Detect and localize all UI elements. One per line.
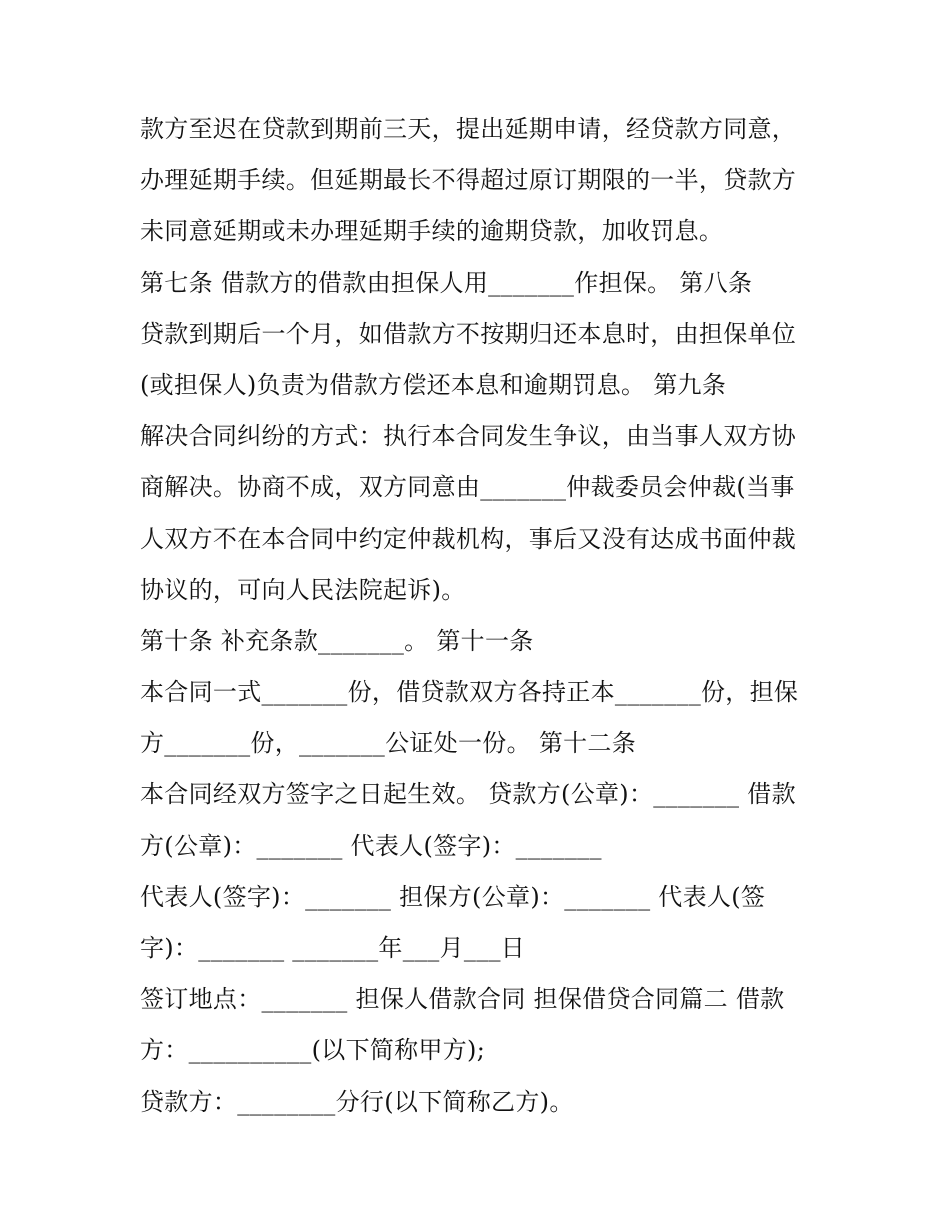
text-line: 方(公章)：_______ 代表人(签字)：_______ <box>140 831 602 860</box>
text-line: 未同意延期或未办理延期手续的逾期贷款，加收罚息。 <box>140 217 724 246</box>
text-line: 贷款方：________分行(以下简称乙方)。 <box>140 1087 574 1116</box>
text-line: 协议的，可向人民法院起诉)。 <box>140 575 466 604</box>
text-line: 方：__________(以下简称甲方); <box>140 1036 486 1065</box>
text-line: 人双方不在本合同中约定仲裁机构，事后又没有达成书面仲裁 <box>140 524 797 553</box>
text-line: 第十条 补充条款_______。 第十一条 <box>140 626 534 655</box>
text-line: 办理延期手续。但延期最长不得超过原订期限的一半，贷款方 <box>140 166 797 195</box>
text-line: 签订地点：_______ 担保人借款合同 担保借贷合同篇二 借款 <box>140 985 785 1014</box>
text-line: 本合同经双方签字之日起生效。 贷款方(公章)：_______ 借款 <box>140 780 796 809</box>
text-line: 贷款到期后一个月，如借款方不按期归还本息时，由担保单位 <box>140 319 797 348</box>
text-line: 代表人(签字)：_______ 担保方(公章)：_______ 代表人(签 <box>140 882 766 911</box>
text-line: 本合同一式_______份，借贷款双方各持正本_______份，担保 <box>140 678 799 707</box>
text-line: 字)：_______ _______年___月___日 <box>140 934 526 962</box>
text-line: 解决合同纠纷的方式：执行本合同发生争议，由当事人双方协 <box>140 422 797 451</box>
text-line: 第七条 借款方的借款由担保人用_______作担保。 第八条 <box>140 268 753 297</box>
contract-text <box>140 104 830 1128</box>
text-line: (或担保人)负责为借款方偿还本息和逾期罚息。 第九条 <box>140 370 727 399</box>
text-line: 方_______份，_______公证处一份。 第十二条 <box>140 729 637 758</box>
text-line: 款方至迟在贷款到期前三天，提出延期申请，经贷款方同意， <box>140 115 797 143</box>
text-line: 商解决。协商不成，双方同意由_______仲裁委员会仲裁(当事 <box>140 473 795 502</box>
